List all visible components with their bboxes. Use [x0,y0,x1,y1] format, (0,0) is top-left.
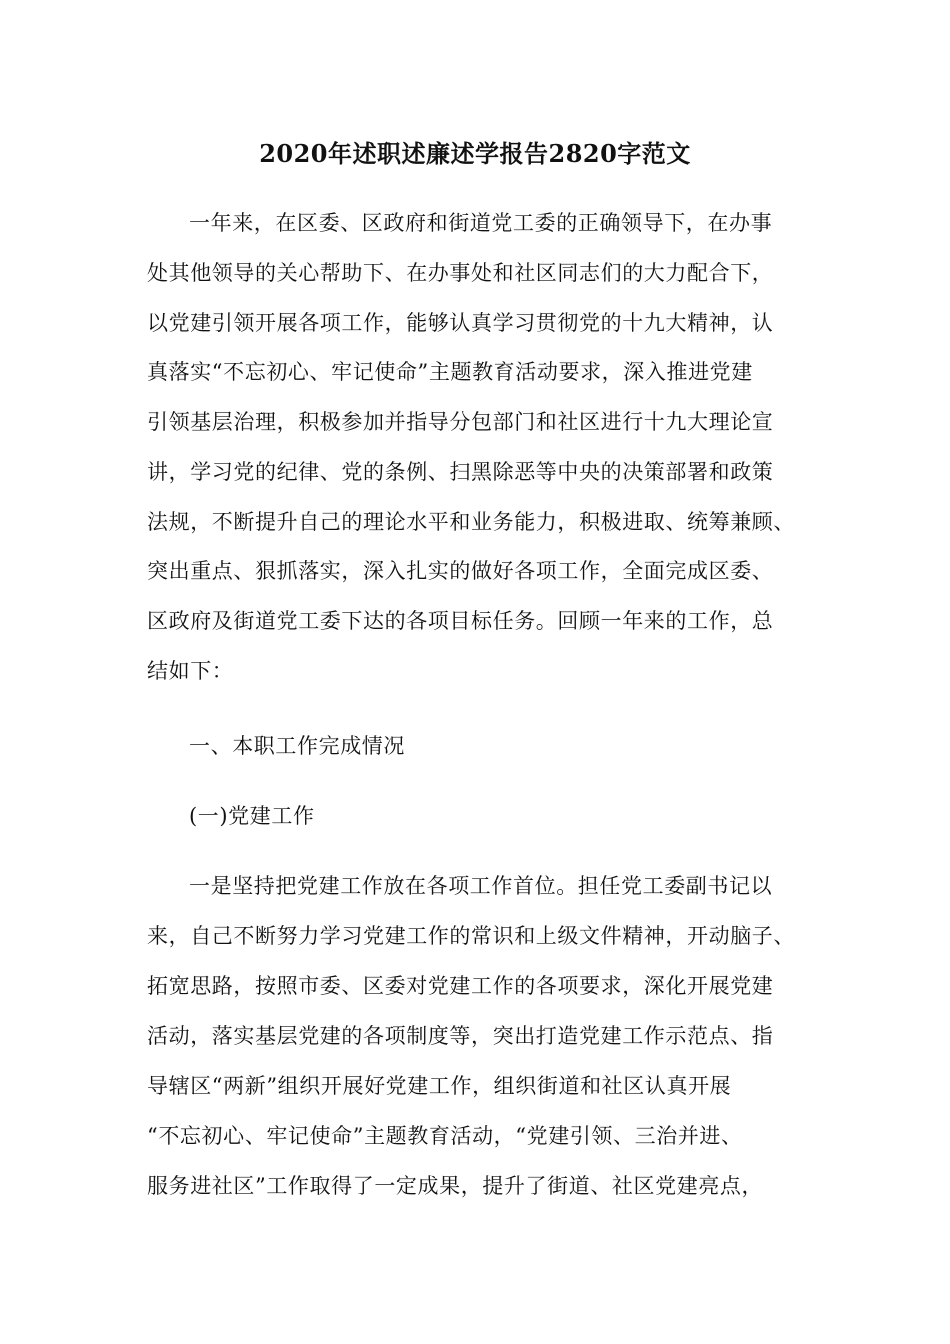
paragraph-2-line-5: 导辖区“两新”组织开展好党建工作，组织街道和社区认真开展 [147,1074,732,1098]
paragraph-2-line-1: 一是坚持把党建工作放在各项工作首位。担任党工委副书记以 [189,874,773,898]
paragraph-2-line-4: 活动，落实基层党建的各项制度等，突出打造党建工作示范点、指 [147,1024,774,1048]
section-heading-1: 一、本职工作完成情况 [189,734,405,758]
paragraph-2-line-7: 服务进社区”工作取得了一定成果，提升了街道、社区党建亮点， [147,1174,764,1198]
paragraph-1-line-8: 突出重点、狠抓落实，深入扎实的做好各项工作，全面完成区委、 [147,559,774,583]
paragraph-1-line-9: 区政府及街道党工委下达的各项目标任务。回顾一年来的工作，总 [147,609,774,633]
paragraph-2-line-2: 来，自己不断努力学习党建工作的常识和上级文件精神，开动脑子、 [147,924,795,948]
paragraph-1-line-7: 法规，不断提升自己的理论水平和业务能力，积极进取、统筹兼顾、 [147,510,795,534]
paragraph-1-line-6: 讲，学习党的纪律、党的条例、扫黑除恶等中央的决策部署和政策 [147,460,774,484]
section-heading-2: (一)党建工作 [189,804,315,828]
paragraph-1-line-2: 处其他领导的关心帮助下、在办事处和社区同志们的大力配合下， [147,261,774,285]
document-title: 2020年述职述廉述学报告2820字范文 [259,139,691,168]
paragraph-2-line-3: 拓宽思路，按照市委、区委对党建工作的各项要求，深化开展党建 [147,974,774,998]
paragraph-1-line-10: 结如下： [147,659,234,683]
paragraph-1-line-1: 一年来，在区委、区政府和街道党工委的正确领导下，在办事 [189,211,773,235]
paragraph-1-line-4: 真落实“不忘初心、牢记使命”主题教育活动要求，深入推进党建 [147,360,753,384]
paragraph-1-line-3: 以党建引领开展各项工作，能够认真学习贯彻党的十九大精神，认 [147,311,774,335]
paragraph-1-line-5: 引领基层治理，积极参加并指导分包部门和社区进行十九大理论宣 [147,410,774,434]
paragraph-2-line-6: “不忘初心、牢记使命”主题教育活动，“党建引领、三治并进、 [147,1124,743,1148]
